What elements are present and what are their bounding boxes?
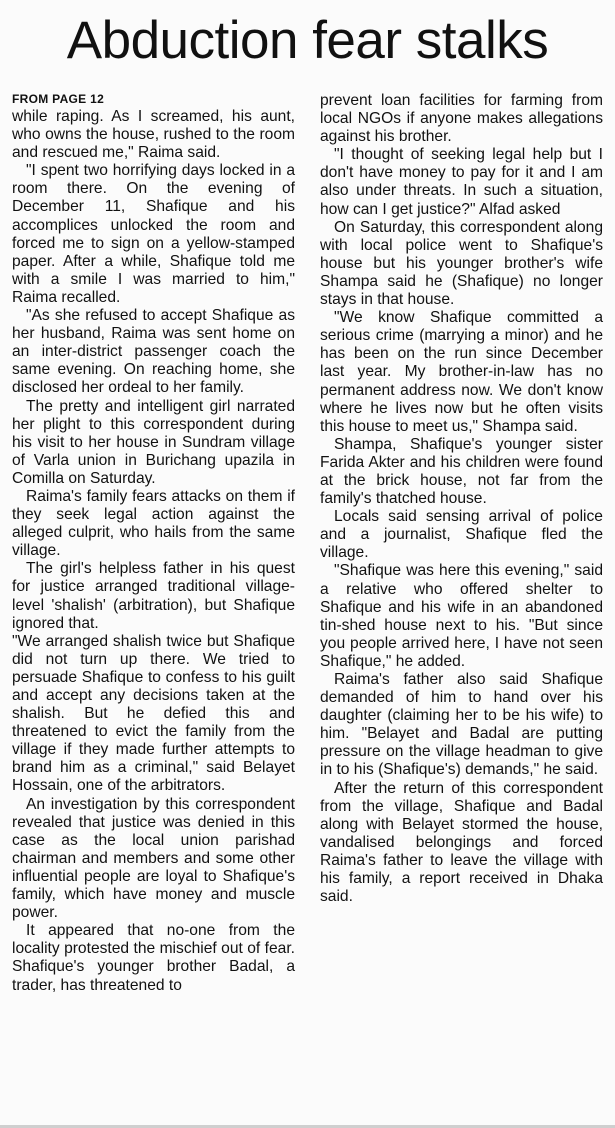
column-left bbox=[12, 92, 295, 995]
paragraph: "I thought of seeking legal help but I don't have money to pay for it and I am also under threats. In such a situation, how can I get justice?" Alfad asked bbox=[320, 146, 603, 218]
paragraph: "We arranged shalish twice but Shafique did not turn up there. We tried to persuade Shafique to confess to his guilt and accept any decisions taken at the shalish. But he defied this and threatened to evict the family from the village if they made further attempts to brand him as a criminal," said Belayet Hossain, one of the arbitrators. bbox=[12, 632, 295, 795]
paragraph: Locals said sensing arrival of police and a journalist, Shafique fled the village. bbox=[320, 508, 603, 562]
jump-label: FROM PAGE 12 bbox=[12, 92, 105, 106]
paragraph: Shampa, Shafique's younger sister Farida Akter and his children were found at the brick house, not far from the family's thatched house. bbox=[320, 435, 603, 508]
paragraph: Raima's father also said Shafique demanded of him to hand over his daughter (claiming her to be his wife) to him. "Belayet and Badal are putting pressure on the village headman to give in to his (Shafique's) demands," he said. bbox=[320, 671, 603, 779]
article-body bbox=[12, 92, 603, 995]
paragraph: It appeared that no-one from the locality protested the mischief out of fear. Shafique's younger brother Badal, a trader, has threatened to bbox=[12, 922, 295, 994]
paragraph: The pretty and intelligent girl narrated her plight to this correspondent during his visit to her house in Sundram village of Varla union in Burichang upazila in Comilla on Saturday. bbox=[12, 397, 295, 487]
paragraph: On Saturday, this correspondent along with local police went to Shafique's house but his younger brother's wife Shampa said he (Shafique) no longer stays in that house. bbox=[320, 218, 603, 309]
paragraph: Raima's family fears attacks on them if they seek legal action against the alleged culprit, who hails from the same village. bbox=[12, 487, 295, 560]
paragraph: An investigation by this correspondent revealed that justice was denied in this case as the local union parishad chairman and members and some other influential people are loyal to Shafique's family, which have money and muscle power. bbox=[12, 795, 295, 922]
paragraph: After the return of this correspondent from the village, Shafique and Badal along with Belayet stormed the house, vandalised belongings and forced Raima's father to leave the village with his family, a report received in Dhaka said. bbox=[320, 779, 603, 906]
paragraph: "We know Shafique committed a serious crime (marrying a minor) and he has been on the run since December last year. My brother-in-law has no permanent address now. We don't know where he lives now but he often visits this house to meet us," Shampa said. bbox=[320, 309, 603, 435]
headline: Abduction fear stalks bbox=[66, 11, 549, 70]
column-right bbox=[320, 92, 603, 995]
paragraph: "As she refused to accept Shafique as her husband, Raima was sent home on an inter-district passenger coach the same evening. On reaching home, she disclosed her ordeal to her family. bbox=[12, 307, 295, 397]
paragraph: while raping. As I screamed, his aunt, who owns the house, rushed to the room and rescued me," Raima said. bbox=[12, 108, 295, 162]
paragraph: "Shafique was here this evening," said a relative who offered shelter to Shafique and his wife in an abandoned tin-shed house next to his. "But since you people arrived here, I have not seen Shafique," he added. bbox=[320, 562, 603, 670]
paragraph: prevent loan facilities for farming from local NGOs if anyone makes allegations against his brother. bbox=[320, 92, 603, 146]
paragraph: "I spent two horrifying days locked in a room there. On the evening of December 11, Shafique and his accomplices unlocked the room and forced me to sign on a yellow-stamped paper. After a while, Shafique told me with a smile I was married to him," Raima recalled. bbox=[12, 162, 295, 306]
paragraph: The girl's helpless father in his quest for justice arranged traditional village-level 'shalish' (arbitration), but Shafique ignored that. bbox=[12, 560, 295, 632]
